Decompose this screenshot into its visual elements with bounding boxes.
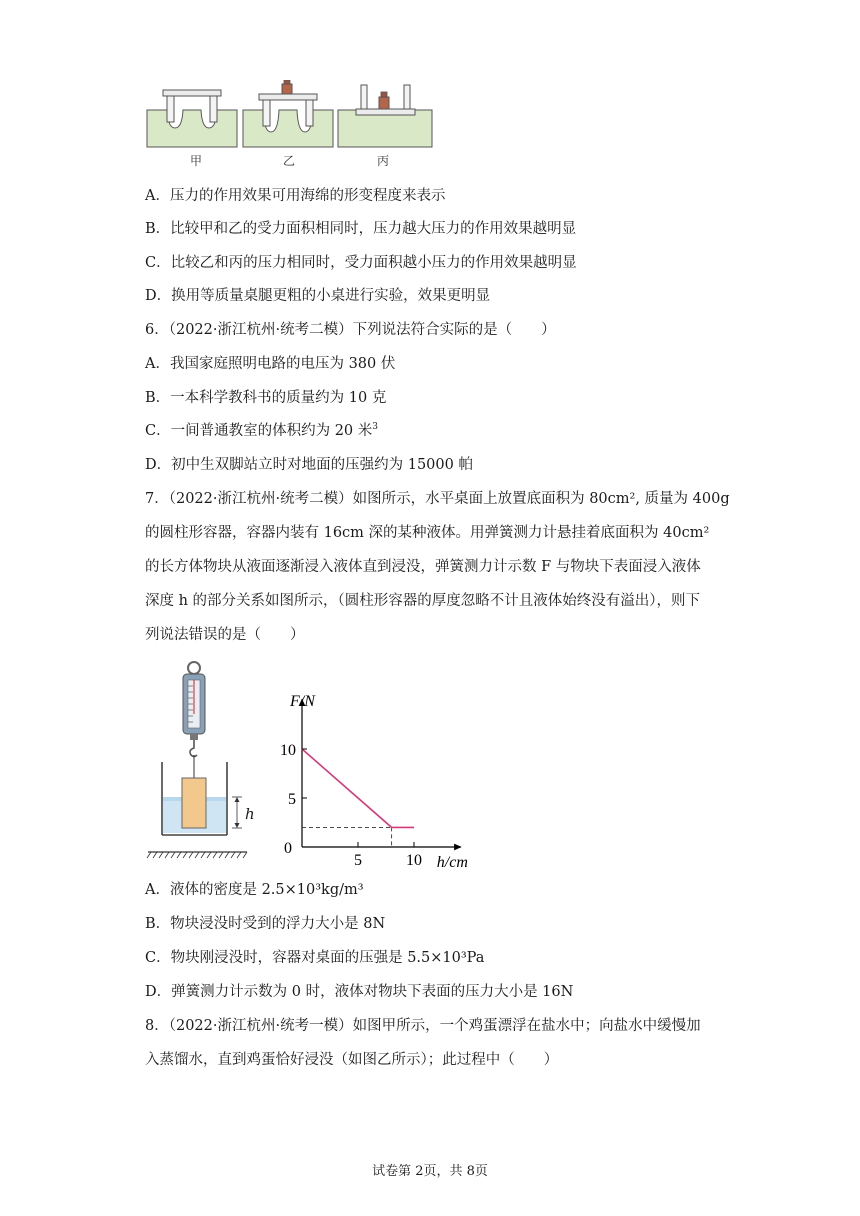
q6-option-c-text: C．一间普通教室的体积约为 20 米 — [145, 423, 373, 439]
figure-h-label: h — [245, 805, 255, 823]
q7-option-b: B．物块浸没时受到的浮力大小是 8N — [145, 916, 386, 932]
q6-option-a: A．我国家庭照明电路的电压为 380 伏 — [145, 356, 396, 372]
x-axis-label: h/cm — [436, 854, 468, 870]
origin-label: 0 — [284, 840, 292, 857]
q6-option-c — [145, 421, 378, 441]
q7-option-a: A．液体的密度是 2.5×10³kg/m³ — [145, 882, 364, 898]
setup-yi — [243, 80, 333, 147]
q7-stem-line-2: 的圆柱形容器，容器内装有 16cm 深的某种液体。用弹簧测力计悬挂着底面积为 40cm² — [145, 525, 710, 541]
setup-jia — [147, 90, 237, 147]
q6-option-b: B．一本科学教科书的质量约为 10 克 — [145, 390, 387, 406]
force-depth-chart — [275, 680, 490, 870]
q5-option-a: A．压力的作用效果可用海绵的形变程度来表示 — [145, 188, 446, 204]
q5-option-b: B．比较甲和乙的受力面积相同时，压力越大压力的作用效果越明显 — [145, 221, 577, 237]
q6-stem: 6．（2022·浙江杭州·统考二模）下列说法符合实际的是（ ） — [145, 322, 556, 338]
q7-option-c: C．物块刚浸没时，容器对桌面的压强是 5.5×10³Pa — [145, 950, 485, 966]
q7-stem-line-3: 的长方体物块从液面逐渐浸入液体直到浸没，弹簧测力计示数 F 与物块下表面浸入液体 — [145, 559, 701, 575]
y-axis-label: F/N — [290, 693, 315, 710]
q6-option-c-sup: 3 — [372, 422, 378, 433]
q7-option-d: D．弹簧测力计示数为 0 时，液体对物块下表面的压力大小是 16N — [145, 984, 574, 1000]
q7-stem-line-5: 列说法错误的是（ ） — [145, 627, 305, 643]
q5-option-c: C．比较乙和丙的压力相同时，受力面积越小压力的作用效果越明显 — [145, 255, 577, 271]
q6-option-d: D．初中生双脚站立时对地面的压强约为 15000 帕 — [145, 457, 473, 473]
page-footer: 试卷第 2页，共 8页 — [372, 1164, 488, 1179]
x-tick-label: 10 — [406, 852, 422, 869]
series-line-force — [302, 749, 414, 827]
q7-stem-line-4: 深度 h 的部分关系如图所示，（圆柱形容器的厚度忽略不计且液体始终没有溢出），则下 — [145, 593, 701, 609]
setup-bing — [338, 85, 432, 147]
figure-label-yi: 乙 — [283, 154, 296, 168]
x-tick-label: 5 — [354, 852, 362, 869]
q8-stem-line-1: 8．（2022·浙江杭州·统考一模）如图甲所示，一个鸡蛋漂浮在盐水中；向盐水中缓慢加 — [145, 1018, 701, 1034]
figure-label-bing: 丙 — [377, 154, 390, 168]
q8-stem-line-2: 入蒸馏水，直到鸡蛋恰好浸没（如图乙所示）；此过程中（ ） — [145, 1052, 559, 1068]
y-tick-label: 10 — [280, 742, 296, 759]
q5-option-d: D．换用等质量桌腿更粗的小桌进行实验，效果更明显 — [145, 288, 491, 304]
spring-scale-figure — [145, 660, 255, 860]
q7-stem-line-1: 7．（2022·浙江杭州·统考二模）如图所示，水平桌面上放置底面积为 80cm², 质量为 400g — [145, 491, 730, 507]
figure-label-jia: 甲 — [190, 154, 203, 168]
y-tick-label: 5 — [288, 791, 296, 808]
